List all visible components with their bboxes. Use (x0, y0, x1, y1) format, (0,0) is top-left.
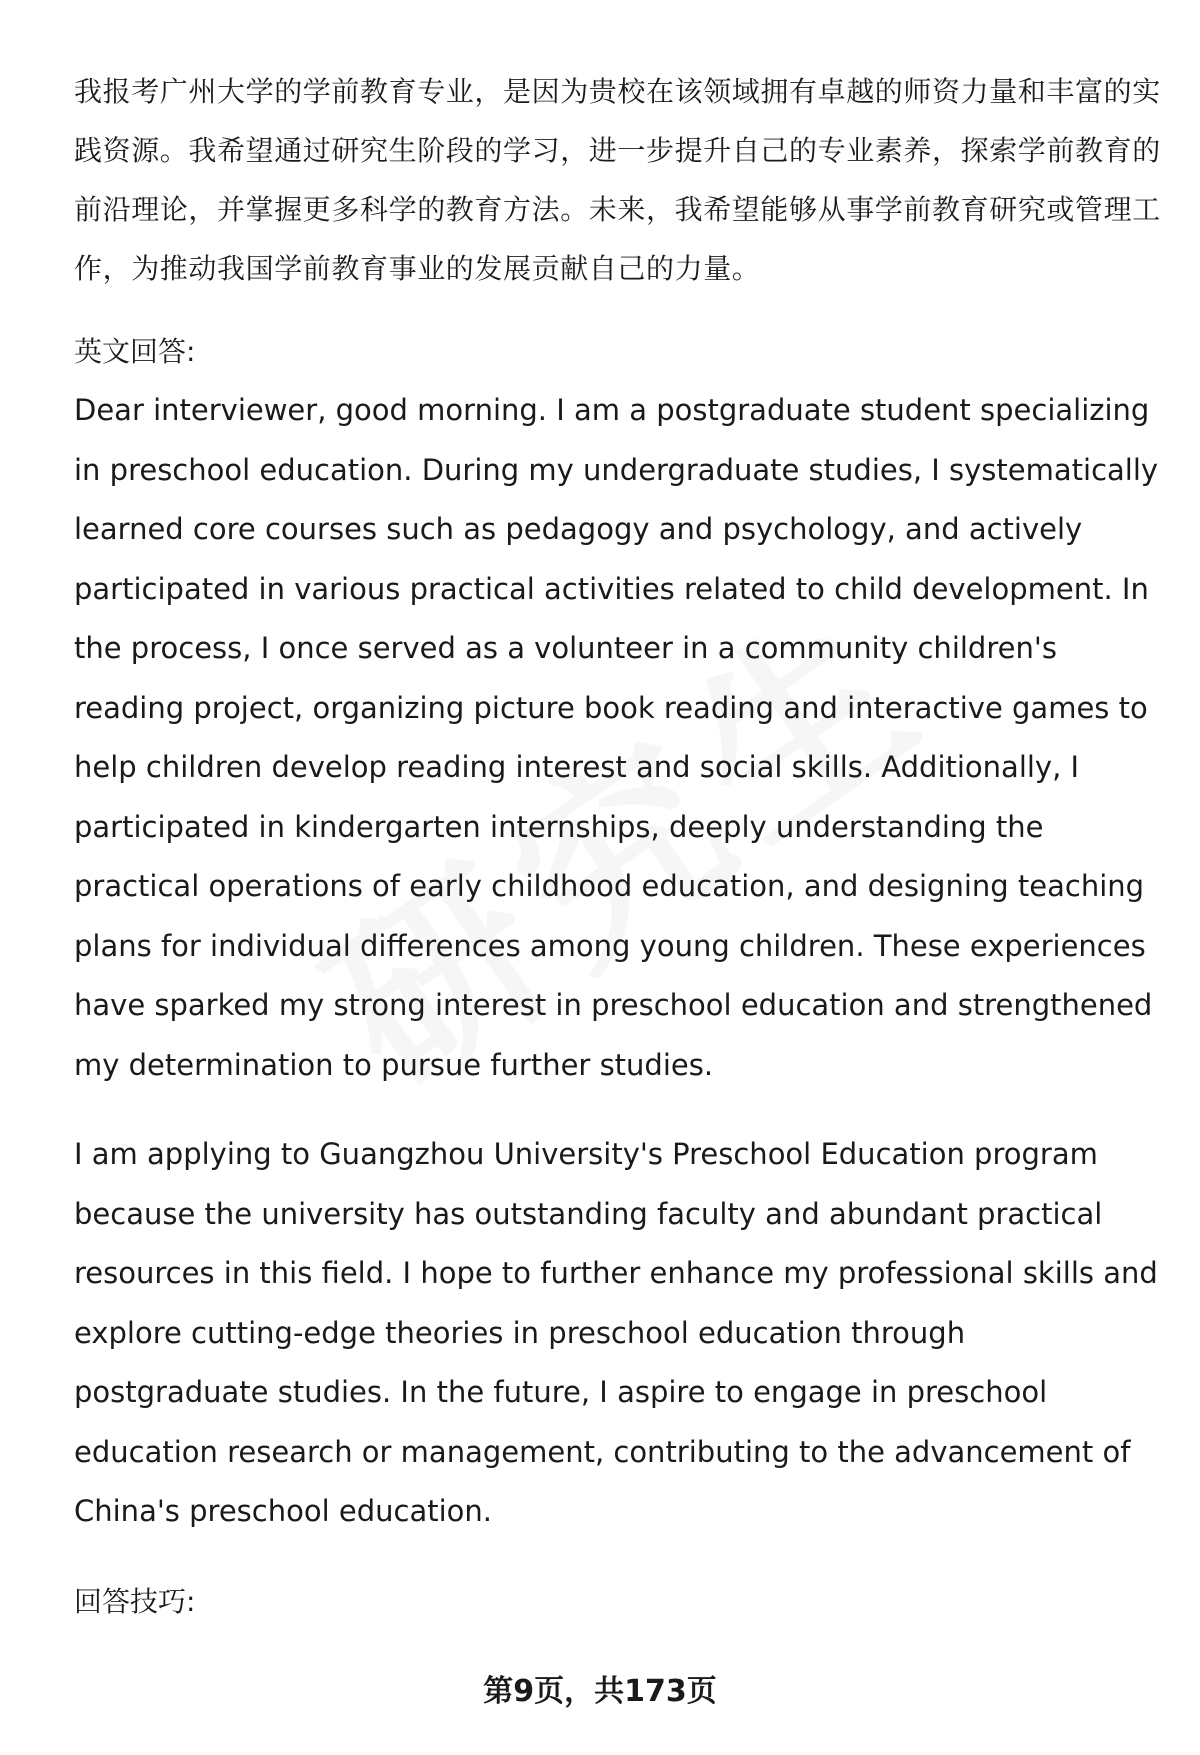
document-body (74, 62, 1164, 1631)
answer-tips-label: 回答技巧: (74, 1584, 196, 1618)
chinese-answer-paragraph: 我报考广州大学的学前教育专业，是因为贵校在该领域拥有卓越的师资力量和丰富的实践资源。我希望通过研究生阶段的学习，进一步提升自己的专业素养，探索学前教育的前沿理论，并掌握更多科学的教育方法。未来，我希望能够从事学前教育研究或管理工作，为推动我国学前教育事业的发展贡献自己的力量。 (74, 75, 1161, 285)
page-indicator: 第9页，共173页 (483, 1674, 717, 1709)
english-answer-paragraph-2: I am applying to Guangzhou University's Preschool Education program because the university has outstanding faculty and abundant practical resources in this field. I hope to further enhance my professional skills and explore cutting-edge theories in preschool education through postgraduate studies. In the future, I aspire to engage in preschool education research or management, contributing to the advancement of China's preschool education. (74, 1137, 1158, 1528)
english-answer-paragraph-1: Dear interviewer, good morning. I am a postgraduate student specializing in preschool education. During my undergraduate studies, I systematically learned core courses such as pedagogy and psychology, and actively participated in various practical activities related to child development. In the process, I once served as a volunteer in a community children's reading project, organizing picture book reading and interactive games to help children develop reading interest and social skills. Additionally, I participated in kindergarten internships, deeply understanding the practical operations of early childhood education, and designing teaching plans for individual differences among young children. These experiences have sparked my strong interest in preschool education and strengthened my determination to pursue further studies. (74, 393, 1159, 1082)
english-answer-label: 英文回答: (74, 335, 196, 368)
